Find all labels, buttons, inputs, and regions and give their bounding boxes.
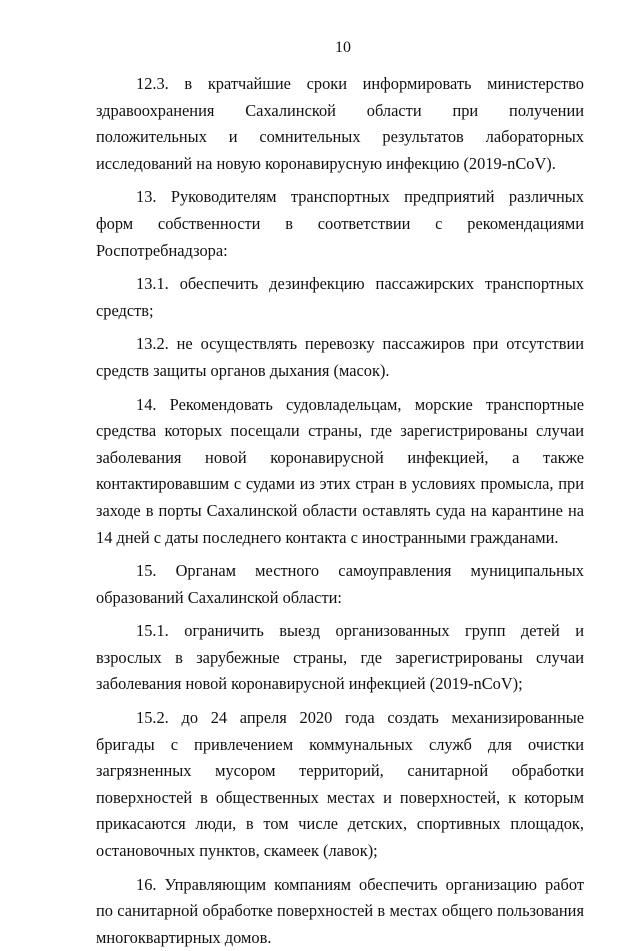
page-number: 10 [335,39,351,56]
paragraph-13-2: 13.2. не осуществлять перевозку пассажиров при отсутствии средств защиты органов дыхания (масок). [96,334,584,380]
paragraph-15-1: 15.1. ограничить выезд организованных групп детей и взрослых в зарубежные страны, где зарегистрированы случаи заболевания новой коронавирусной инфекцией (2019-nCoV); [96,621,584,694]
paragraph-15: 15. Органам местного самоуправления муниципальных образований Сахалинской области: [96,561,584,607]
paragraph-14: 14. Рекомендовать судовладельцам, морские транспортные средства которых посещали страны, где зарегистрированы случаи заболевания новой коронавирусной инфекцией, а также контактировавшим с судами из этих стран в условиях промысла, при заходе в порты Сахалинской области оставлять суда на карантине на 14 дней с даты последнего контакта с иностранными гражданами. [96,394,584,547]
paragraph-16: 16. Управляющим компаниям обеспечить организацию работ по санитарной обработке поверхностей в местах общего пользования многоквартирных домов. [96,874,584,947]
paragraph-15-2: 15.2. до 24 апреля 2020 года создать механизированные бригады с привлечением коммунальных служб для очистки загрязненных мусором территорий, санитарной обработки поверхностей в общественных местах и поверхностей, к которым прикасаются люди, в том числе детских, спортивных площадок, остановочных пунктов, скамеек (лавок); [96,708,584,861]
paragraph-12-3: 12.3. в кратчайшие сроки информировать министерство здравоохранения Сахалинской области при получении положительных и сомнительных результатов лабораторных исследований на новую коронавирусную инфекцию (2019-nCoV). [96,74,584,173]
paragraph-13-1: 13.1. обеспечить дезинфекцию пассажирских транспортных средств; [96,274,584,320]
paragraph-13: 13. Руководителям транспортных предприятий различных форм собственности в соответствии с рекомендациями Роспотребнадзора: [96,187,584,260]
